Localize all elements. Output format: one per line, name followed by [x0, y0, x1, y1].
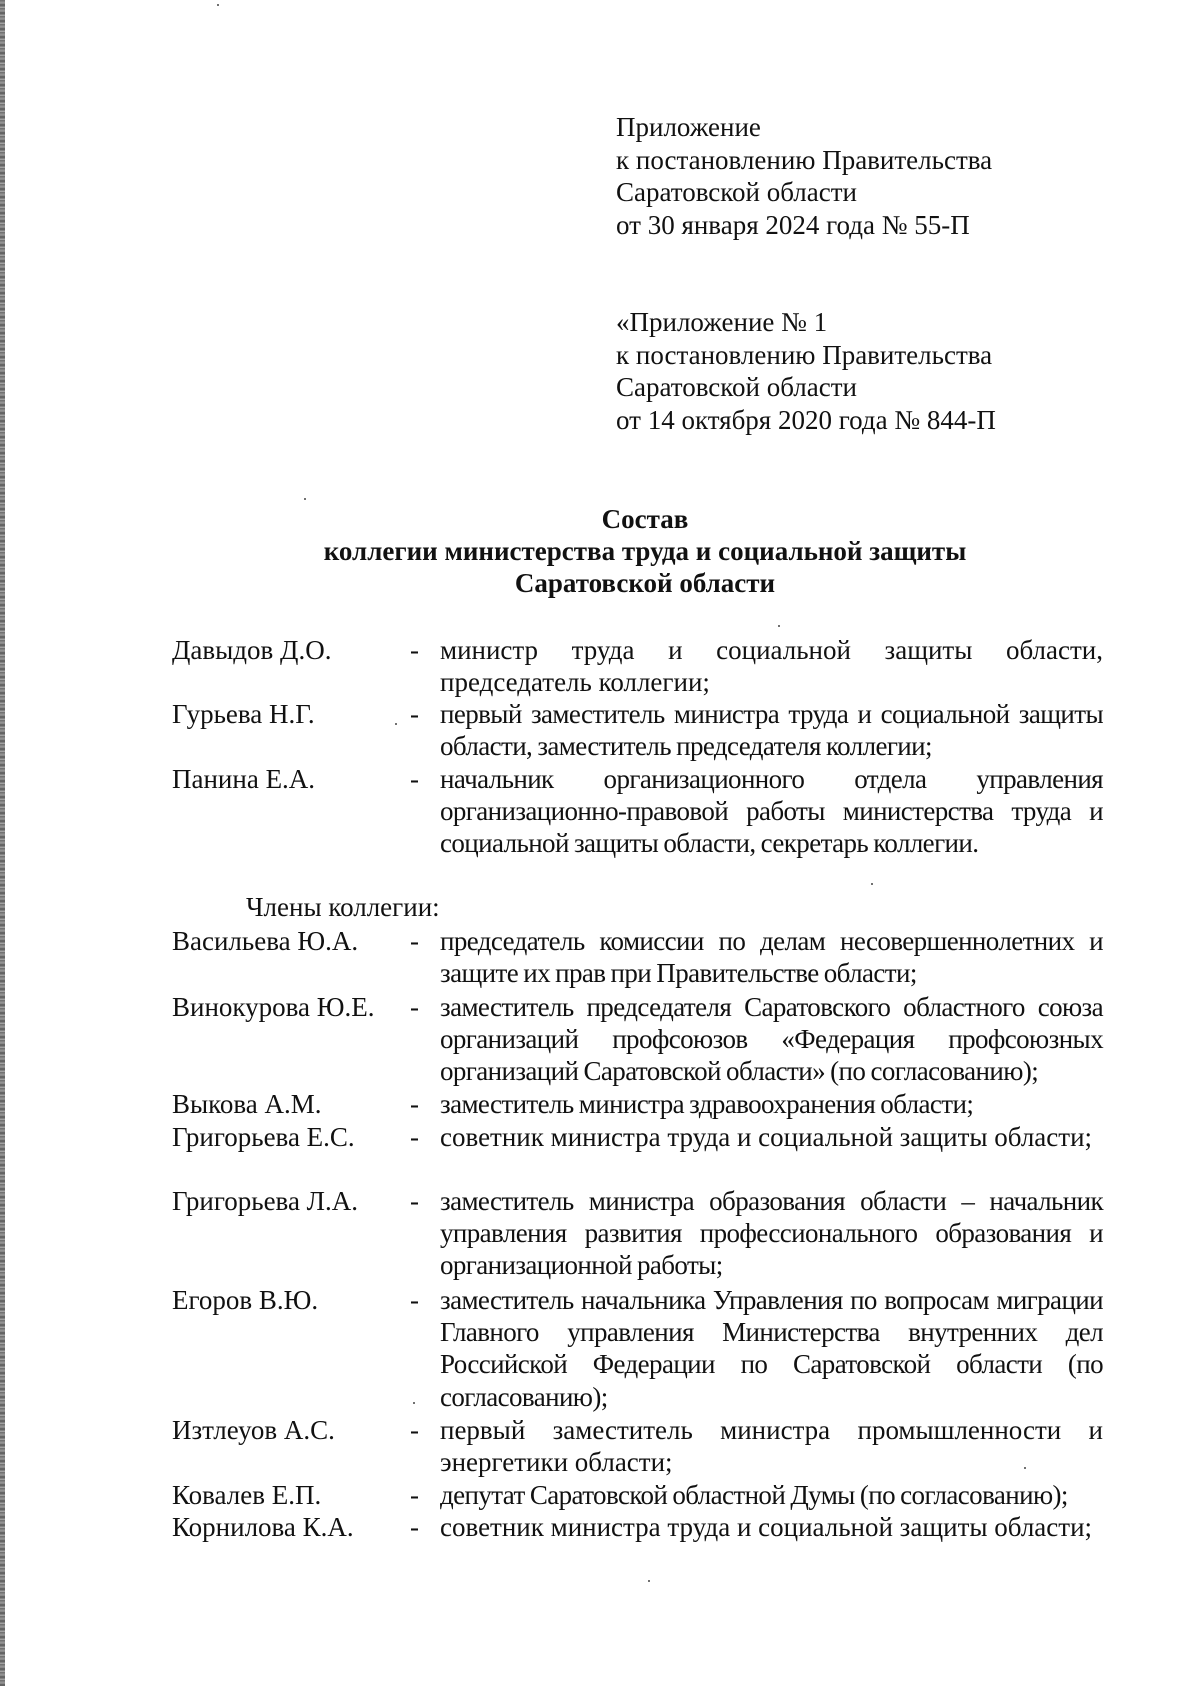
dash-separator: - [410, 1415, 419, 1445]
person-name: Григорьева Е.С. [172, 1122, 355, 1152]
original-appendix-header [616, 306, 996, 436]
appendix-header-line: Приложение [616, 112, 761, 142]
dash-separator: - [410, 635, 419, 665]
dash-separator: - [410, 1089, 419, 1119]
dash-separator: - [410, 1480, 419, 1510]
person-name: Васильева Ю.А. [172, 926, 359, 956]
person-position: заместитель начальника Управления по вопросам миграции Главного управления Министерства внутренних дел Российской Федерации по Саратовской области (по согласованию); [440, 1285, 1103, 1412]
scan-speck [395, 723, 397, 725]
scan-speck [413, 1402, 415, 1404]
dash-separator: - [410, 992, 419, 1022]
person-position: первый заместитель министра труда и социальной защиты области, заместитель председателя коллегии; [440, 699, 1103, 762]
person-position: первый заместитель министра промышленности и энергетики области; [440, 1415, 1103, 1478]
person-name: Корнилова К.А. [172, 1512, 354, 1542]
appendix-header-line: Саратовской области [616, 177, 857, 207]
original-appendix-header-line: к постановлению Правительства [616, 339, 993, 370]
person-name: Ковалев Е.П. [172, 1480, 322, 1510]
scan-speck [778, 625, 780, 627]
scan-speck [304, 498, 306, 500]
person-name: Выкова А.М. [172, 1089, 322, 1119]
person-name: Гурьева Н.Г. [172, 699, 315, 729]
appendix-header-line: от 30 января 2024 года № 55-П [616, 209, 970, 240]
person-position: депутат Саратовской областной Думы (по согласованию); [440, 1480, 1068, 1510]
person-position: заместитель министра здравоохранения области; [440, 1089, 974, 1119]
dash-separator: - [410, 1285, 419, 1315]
appendix-header [616, 111, 992, 241]
scan-speck [1024, 1467, 1026, 1469]
dash-separator: - [410, 699, 419, 729]
dash-separator: - [410, 1122, 419, 1152]
dash-separator: - [410, 926, 419, 956]
person-position: заместитель министра образования области – начальник управления развития профессионального образования и организационной работы; [440, 1186, 1103, 1281]
person-position: заместитель председателя Саратовского областного союза организаций профсоюзов «Федерация профсоюзных организаций Саратовской области» (по согласованию); [440, 992, 1103, 1087]
person-name: Панина Е.А. [172, 764, 316, 794]
scan-speck [648, 1580, 650, 1582]
document-title [0, 503, 1200, 599]
scan-speck [871, 883, 873, 885]
person-name: Егоров В.Ю. [172, 1285, 319, 1315]
appendix-header-line: к постановлению Правительства [616, 144, 993, 175]
scan-speck [217, 4, 219, 6]
title-line: Состав [601, 504, 689, 534]
original-appendix-header-line: от 14 октября 2020 года № 844-П [616, 404, 996, 435]
scan-edge [0, 0, 5, 1686]
original-appendix-header-line: Саратовской области [616, 372, 857, 402]
person-name: Изтлеуов А.С. [172, 1415, 335, 1445]
person-position: советник министра труда и социальной защиты области; [440, 1122, 1093, 1152]
members-label: Члены коллегии: [246, 892, 440, 922]
person-name: Григорьева Л.А. [172, 1186, 358, 1216]
dash-separator: - [410, 1512, 419, 1542]
person-name: Винокурова Ю.Е. [172, 992, 375, 1022]
title-line: коллегии министерства труда и социальной защиты [323, 536, 967, 566]
person-position: министр труда и социальной защиты области, председатель коллегии; [440, 635, 1103, 698]
title-line: Саратовской области [514, 568, 776, 598]
person-name: Давыдов Д.О. [172, 635, 332, 665]
person-position: советник министра труда и социальной защиты области; [440, 1512, 1093, 1542]
person-position: начальник организационного отдела управления организационно-правовой работы министерства труда и социальной защиты области, секретарь коллегии. [440, 764, 1103, 859]
person-position: председатель комиссии по делам несовершеннолетних и защите их прав при Правительстве области; [440, 926, 1103, 989]
original-appendix-header-line: «Приложение № 1 [616, 307, 828, 337]
dash-separator: - [410, 764, 419, 794]
dash-separator: - [410, 1186, 419, 1216]
